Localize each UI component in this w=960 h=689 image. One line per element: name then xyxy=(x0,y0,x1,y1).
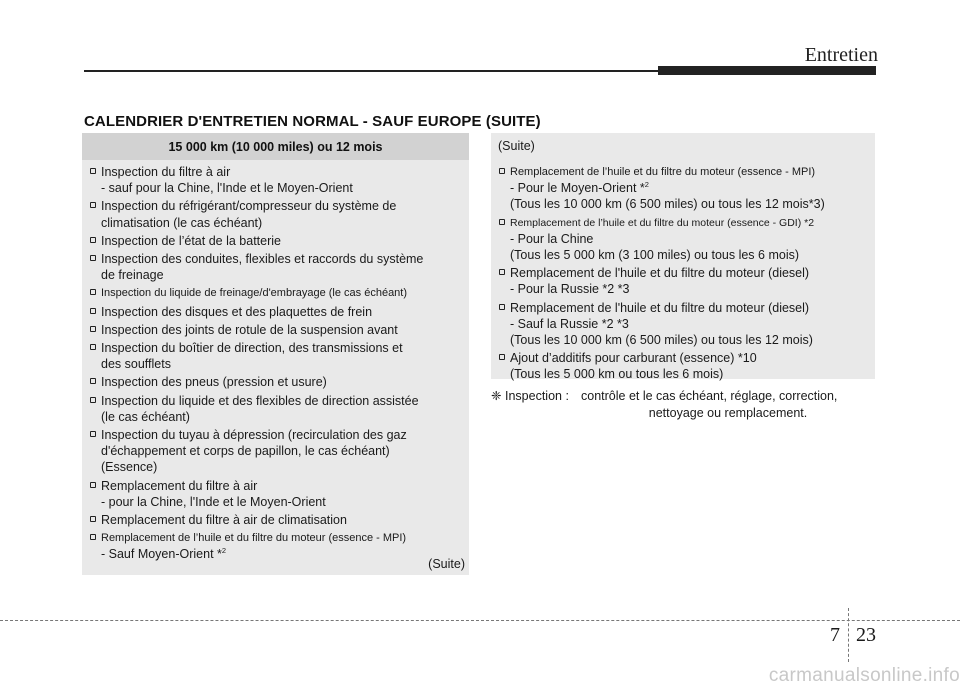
list-item xyxy=(499,164,873,213)
item-line: (Essence) xyxy=(101,460,158,475)
left-panel-title: 15 000 km (10 000 miles) ou 12 mois xyxy=(82,133,469,160)
item-line: Inspection de l’état de la batterie xyxy=(101,233,281,248)
item-line: Inspection du tuyau à dépression (recirculation des gaz xyxy=(101,428,407,443)
note-text: contrôle et le cas échéant, réglage, correction, xyxy=(581,389,838,403)
item-line: Ajout d’additifs pour carburant (essence) *10 xyxy=(510,351,757,366)
note-row xyxy=(491,388,875,405)
list-item xyxy=(90,427,467,476)
item-line: Remplacement de l'huile et du filtre du moteur (diesel) xyxy=(510,300,810,315)
list-item xyxy=(90,512,467,528)
item-line: (le cas échéant) xyxy=(101,409,190,424)
item-line-with-sup xyxy=(101,546,467,562)
list-item xyxy=(499,300,873,349)
header-rule-thick xyxy=(658,66,876,75)
section-title: Entretien xyxy=(804,44,878,66)
list-item xyxy=(499,215,873,264)
item-line: Inspection des conduites, flexibles et raccords du système xyxy=(101,252,424,267)
checkbox-icon xyxy=(90,534,96,540)
checkbox-icon xyxy=(90,431,96,437)
checkbox-icon xyxy=(499,354,505,360)
item-line: Remplacement du filtre à air de climatisation xyxy=(101,513,347,528)
checkbox-icon xyxy=(90,344,96,350)
item-line: (Tous les 5 000 km (3 100 miles) ou tous les 6 mois) xyxy=(510,248,800,263)
checkbox-icon xyxy=(90,378,96,384)
page-index: 23 xyxy=(856,624,876,646)
checkbox-icon xyxy=(90,168,96,174)
item-line: Inspection des joints de rotule de la suspension avant xyxy=(101,322,398,337)
item-line: des soufflets xyxy=(101,357,171,372)
checkbox-icon xyxy=(499,168,505,174)
item-line: (Tous les 10 000 km (6 500 miles) ou tous les 12 mois*3) xyxy=(510,197,825,212)
continued-label: (Suite) xyxy=(428,557,465,571)
checkbox-icon xyxy=(499,219,505,225)
list-item xyxy=(90,233,467,249)
note-label: Inspection : xyxy=(505,389,569,403)
item-line: climatisation (le cas échéant) xyxy=(101,215,263,230)
item-line: Remplacement de l'huile et du filtre du moteur (diesel) xyxy=(510,266,810,281)
list-item xyxy=(90,374,467,390)
checkbox-icon xyxy=(90,237,96,243)
item-line: de freinage xyxy=(101,268,164,283)
item-line: Remplacement de l’huile et du filtre du moteur (essence - MPI) xyxy=(510,166,816,178)
checkbox-icon xyxy=(499,269,505,275)
item-line: Inspection du boîtier de direction, des transmissions et xyxy=(101,341,403,356)
checkbox-icon xyxy=(90,482,96,488)
footer-divider xyxy=(0,620,960,621)
inspection-note xyxy=(491,388,875,422)
item-line: (Tous les 5 000 km ou tous les 6 mois) xyxy=(510,367,724,382)
footnote-sup: 2 xyxy=(644,180,649,190)
item-line: - pour la Chine, l'Inde et le Moyen-Orient xyxy=(101,494,326,509)
item-line-text: - Sauf Moyen-Orient * xyxy=(101,547,222,562)
item-line: Inspection du liquide de freinage/d'embrayage (le cas échéant) xyxy=(101,287,408,300)
footnote-sup: 2 xyxy=(221,546,227,556)
item-line: (Tous les 10 000 km (6 500 miles) ou tous les 12 mois) xyxy=(510,333,813,348)
page-separator xyxy=(848,608,850,662)
checkbox-icon xyxy=(90,289,96,295)
left-panel xyxy=(82,133,469,575)
checkbox-icon xyxy=(90,326,96,332)
watermark: carmanualsonline.info xyxy=(768,665,960,686)
checkbox-icon xyxy=(90,202,96,208)
asterisk-note-icon: ❈ xyxy=(491,389,502,403)
item-line: Remplacement du filtre à air xyxy=(101,478,258,493)
list-item xyxy=(90,322,467,338)
item-line: Remplacement de l’huile et du filtre du moteur (essence - MPI) xyxy=(101,532,407,545)
header-rule-thin xyxy=(84,70,664,72)
checkbox-icon xyxy=(90,516,96,522)
list-item xyxy=(90,164,467,196)
item-line: Inspection des disques et des plaquettes de frein xyxy=(101,304,373,319)
checkbox-icon xyxy=(499,304,505,310)
item-line: Remplacement de l’huile et du filtre du moteur (essence - GDI) *2 xyxy=(510,216,815,229)
checkbox-icon xyxy=(90,255,96,261)
left-item-list xyxy=(90,164,467,565)
item-line: - Sauf la Russie *2 *3 xyxy=(510,316,629,331)
continued-label: (Suite) xyxy=(498,139,535,153)
list-item xyxy=(90,478,467,510)
list-item xyxy=(499,265,873,297)
list-item xyxy=(90,340,467,372)
item-line: - Pour la Russie *2 *3 xyxy=(510,282,630,297)
list-item xyxy=(499,350,873,382)
right-item-list xyxy=(499,164,873,385)
checkbox-icon xyxy=(90,308,96,314)
list-item xyxy=(90,198,467,230)
item-line: Inspection du liquide et des flexibles de direction assistée xyxy=(101,393,419,408)
list-item xyxy=(90,251,467,283)
list-item xyxy=(90,304,467,320)
list-item xyxy=(90,530,467,562)
list-item xyxy=(90,393,467,425)
item-line: - sauf pour la Chine, l'Inde et le Moyen-Orient xyxy=(101,181,353,196)
item-line: - Pour la Chine xyxy=(510,231,594,246)
item-line: Inspection du filtre à air xyxy=(101,165,231,179)
item-line: Inspection du réfrigérant/compresseur du système de xyxy=(101,199,397,214)
item-line: Inspection des pneus (pression et usure) xyxy=(101,375,327,390)
note-text-continued: nettoyage ou remplacement. xyxy=(648,406,808,420)
item-line-with-sup xyxy=(510,180,873,196)
chapter-number: 7 xyxy=(830,624,840,646)
list-item xyxy=(90,285,467,301)
item-line-text: - Pour le Moyen-Orient * xyxy=(510,181,645,196)
page-heading: CALENDRIER D'ENTRETIEN NORMAL - SAUF EUROPE (SUITE) xyxy=(84,113,541,130)
item-line: d'échappement et corps de papillon, le cas échéant) xyxy=(101,444,390,459)
page-number xyxy=(830,624,876,662)
right-panel xyxy=(491,133,875,382)
checkbox-icon xyxy=(90,397,96,403)
